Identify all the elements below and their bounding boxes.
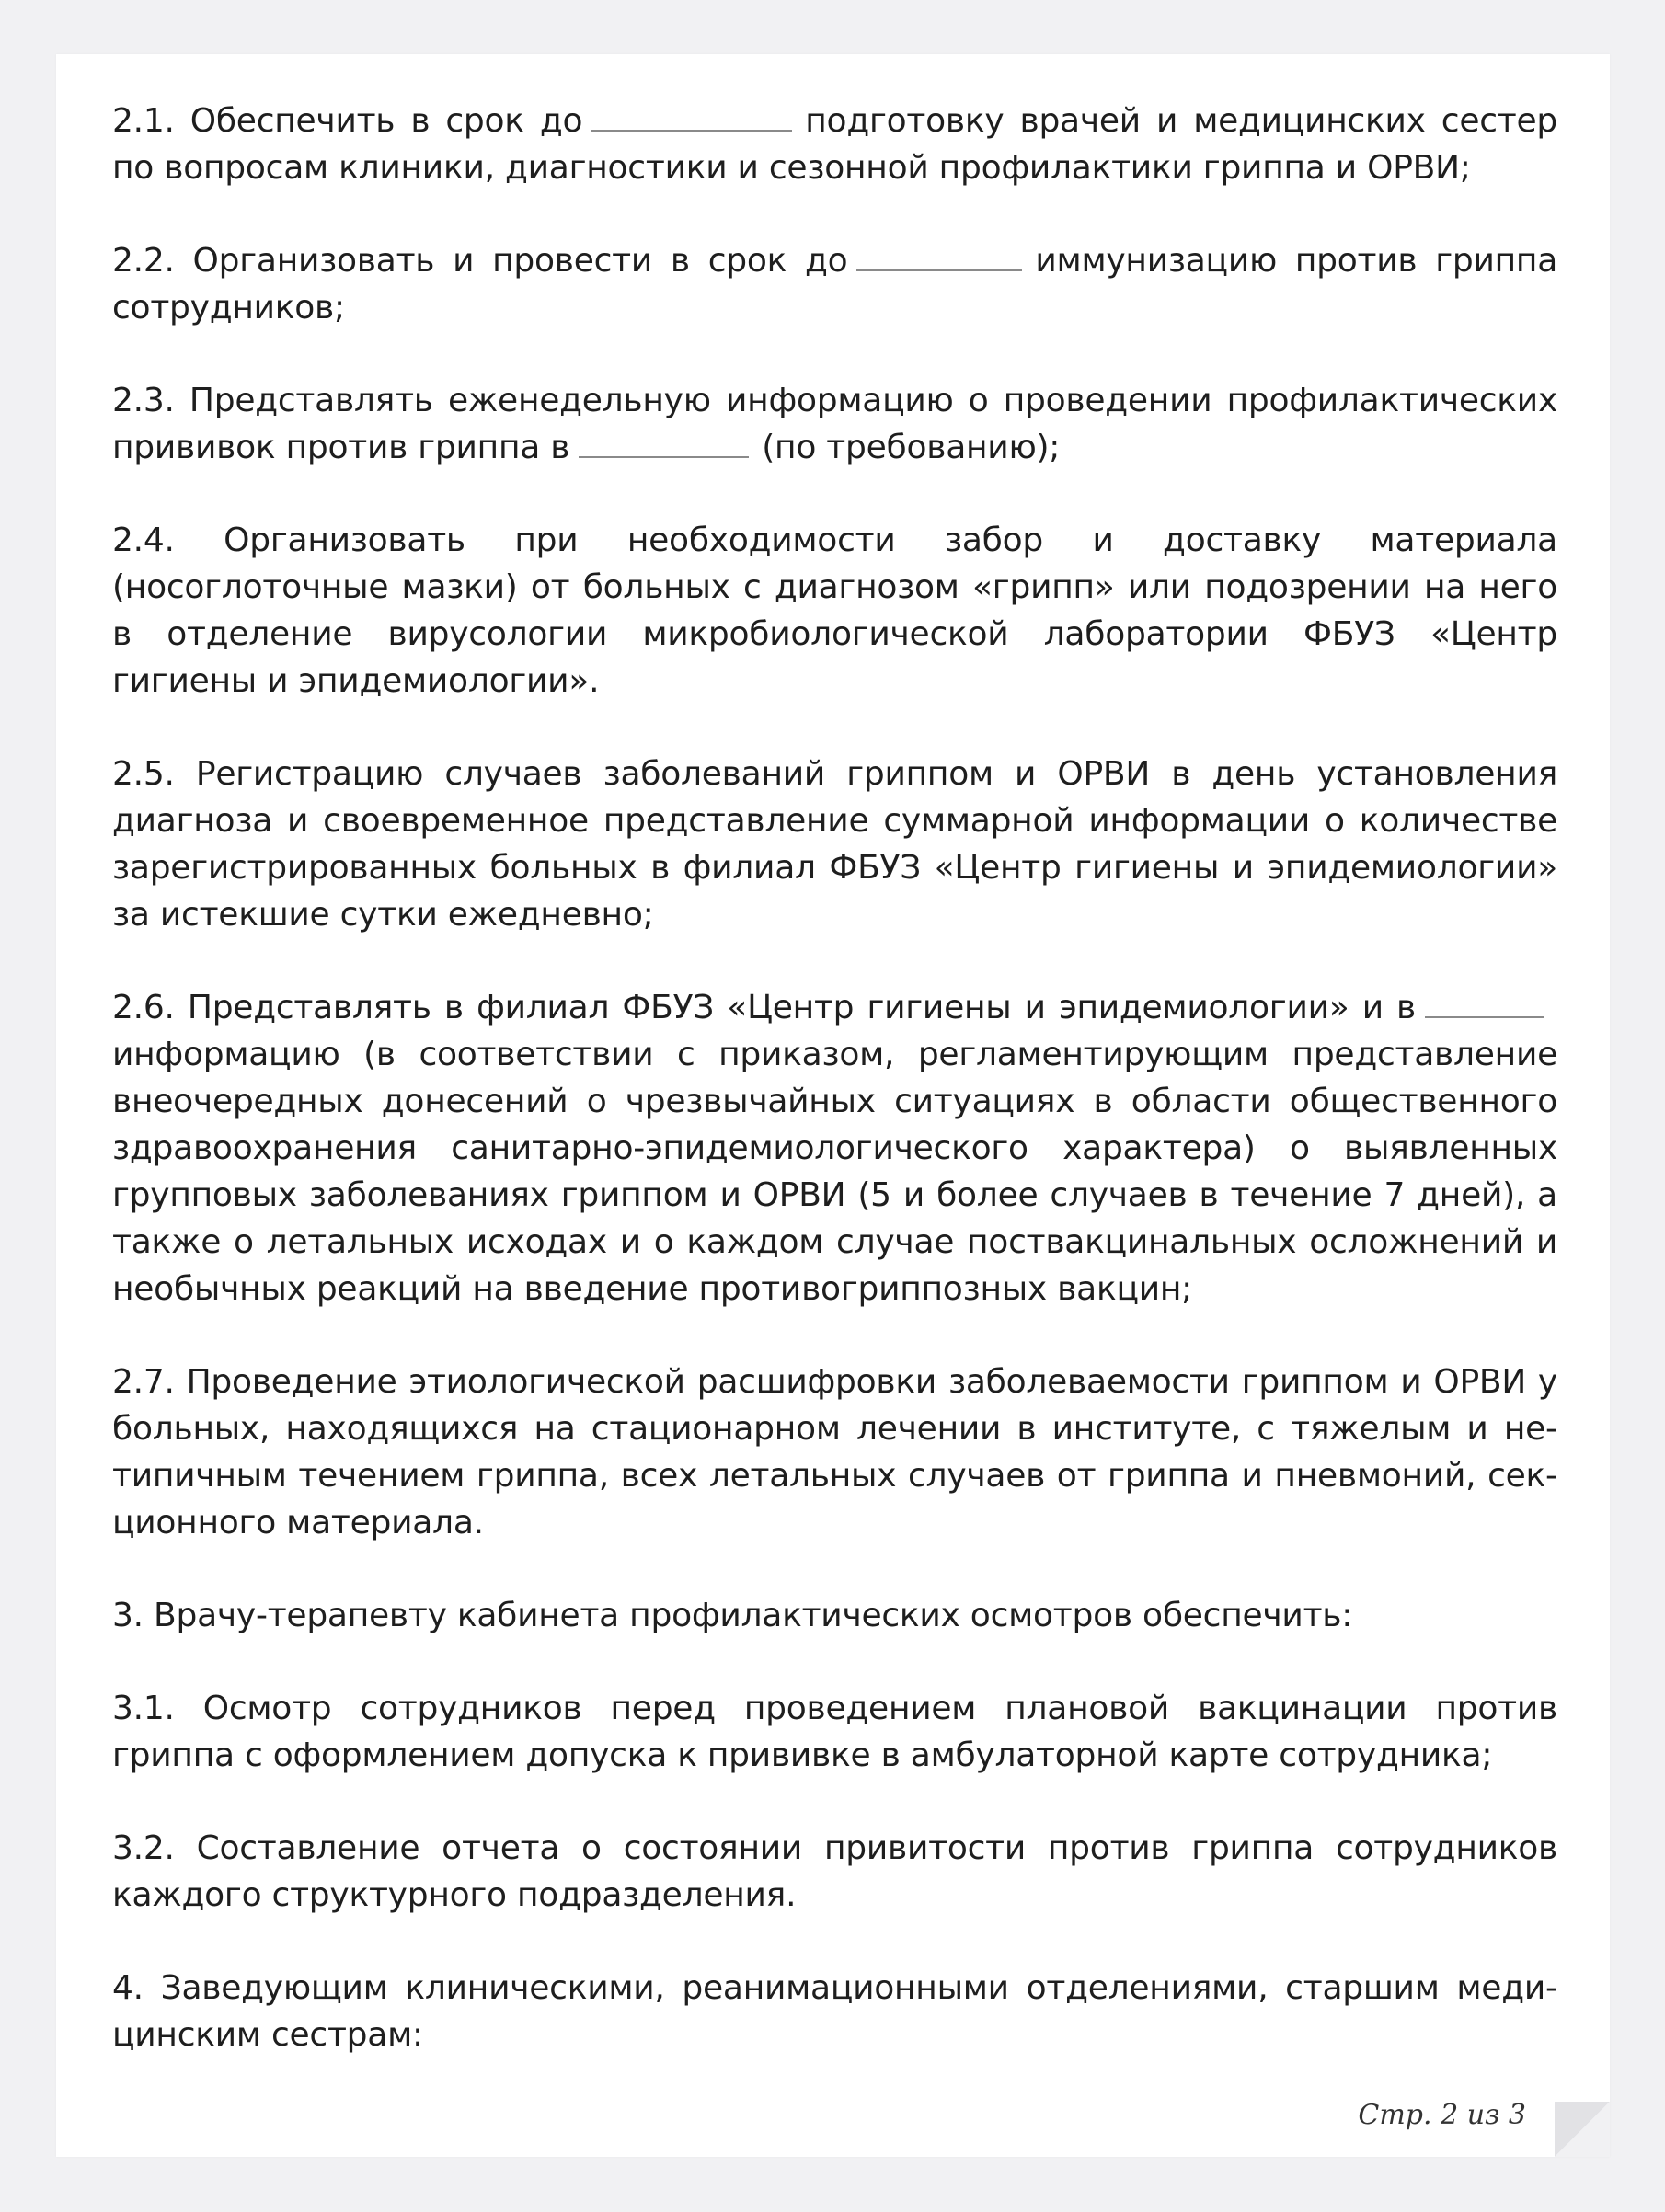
paragraph-3-2: 3.2. Составление отчета о состоянии привитости против гриппа сотрудников каждого структурного подразделения. <box>112 1829 1557 1914</box>
blank-field <box>1425 987 1544 1018</box>
page-corner-fold <box>1555 2102 1610 2157</box>
paragraph-2-5: 2.5. Регистрацию случаев заболеваний гриппом и ОРВИ в день установления диагноза и своевременное представление суммарной информации о количестве зарегистрированных больных в филиал ФБУЗ «Центр гигиены и эпидемиологии» за истекшие сутки ежедневно; <box>112 755 1557 934</box>
paragraph-2-1 <box>112 97 1557 191</box>
paragraph-2-7: 2.7. Проведение этиологической расшифровки заболеваемости гриппом и ОРВИ у больных, находящихся на стационарном лечении в институте, с тяжелым и нетипичным течением гриппа, всех летальных случаев от гриппа и пневмоний, секционного материала. <box>112 1363 1557 1542</box>
paragraph-text: 2.2. Организовать и провести в срок до <box>112 242 848 280</box>
paragraph-3: 3. Врачу-терапевту кабинета профилактических осмотров обеспечить: <box>112 1597 1353 1634</box>
paragraph-text: подготовку врачей и медицинских сестер по вопросам клиники, диагностики и сезонной профилактики гриппа и ОРВИ; <box>112 102 1557 187</box>
blank-field <box>856 240 1022 271</box>
paragraph-2-2 <box>112 237 1557 331</box>
page-number: Стр. 2 из 3 <box>1358 2099 1526 2131</box>
paragraph-text: 2.6. Представлять в филиал ФБУЗ «Центр гигиены и эпидемиологии» и в <box>112 989 1416 1026</box>
paragraph-2-6 <box>112 984 1557 1312</box>
paragraph-text: (по требованию); <box>762 429 1061 466</box>
paragraph-4: 4. Заведующим клиническими, реанимационными отделениями, старшим медицинским сестрам: <box>112 1969 1557 2054</box>
paragraph-text: 2.3. Представлять еженедельную информацию о проведении профилактических прививок против гриппа в <box>112 382 1557 466</box>
paragraph-text: иммунизацию против гриппа сотрудников; <box>112 242 1558 327</box>
blank-field <box>591 100 792 132</box>
paragraph-text: 2.1. Обеспечить в срок до <box>112 102 583 140</box>
paragraph-3-1: 3.1. Осмотр сотрудников перед проведением плановой вакцинации против гриппа с оформлением допуска к прививке в амбулаторной карте сотрудника; <box>112 1690 1557 1774</box>
paragraph-text: информацию (в соответствии с приказом, регламентирующим представление внеочередных донесений о чрезвычайных ситуациях в области общественного здравоохранения санитарно-эпидемиологического характера) о выявленных групповых заболеваниях гриппом и ОРВИ (5 и более случаев в течение 7 дней), а также о летальных исходах и о каждом случае поствакцинальных осложнений и необычных реакций на введение противогриппозных вакцин; <box>112 1036 1557 1308</box>
paragraph-2-3 <box>112 377 1557 471</box>
blank-field <box>579 427 749 458</box>
paragraph-2-4: 2.4. Организовать при необходимости забор и доставку материала (носоглоточные мазки) от больных с диагнозом «грипп» или подозрении на него в отделение вирусологии микробиологической лаборатории ФБУЗ «Центр гигиены и эпидемиологии». <box>112 521 1557 700</box>
document-body <box>112 97 1557 2104</box>
document-page <box>56 54 1610 2157</box>
